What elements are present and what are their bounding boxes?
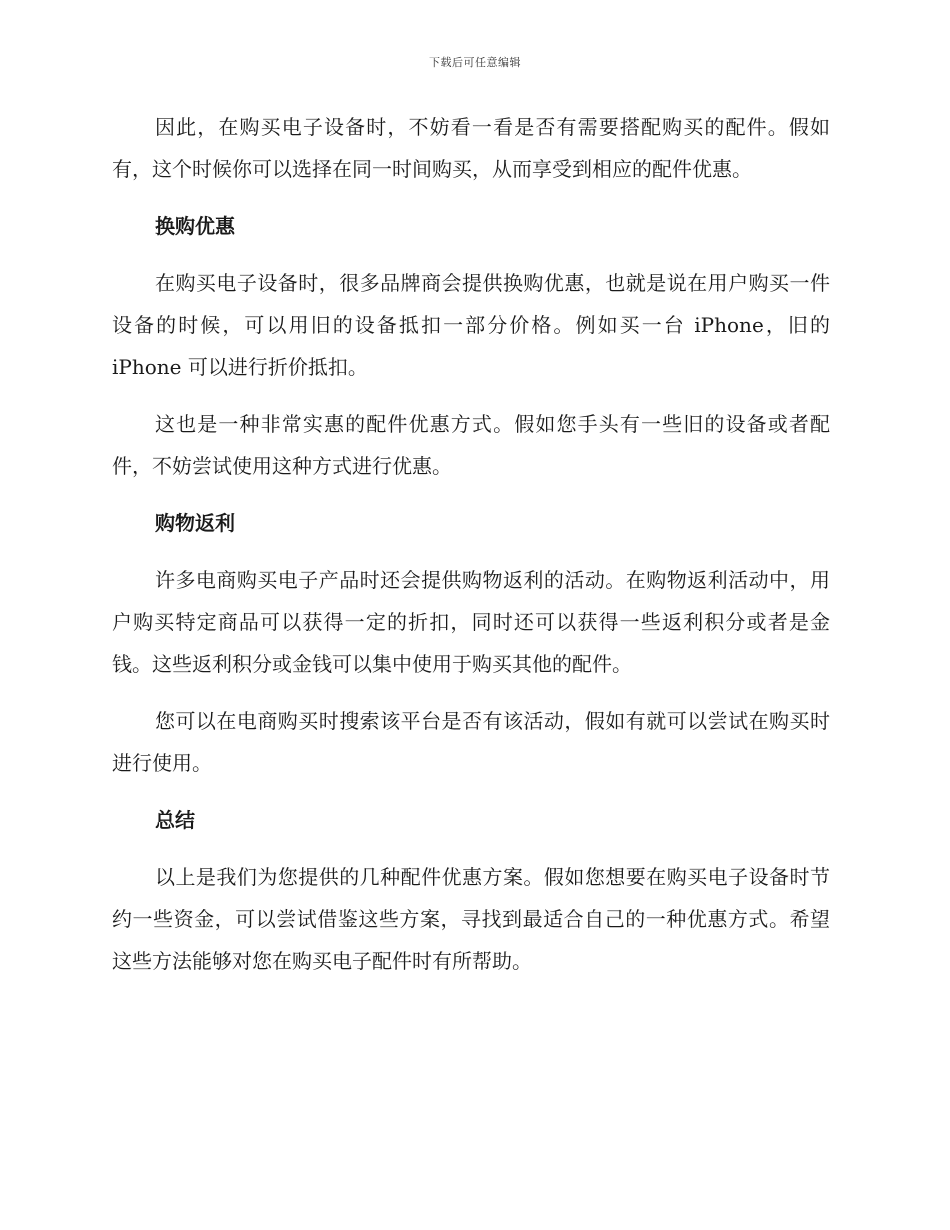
- heading-cashback: 购物返利: [155, 511, 235, 535]
- paragraph-summary: 以上是我们为您提供的几种配件优惠方案。假如您想要在购买电子设备时节约一些资金，可以尝试借鉴这些方案，寻找到最适合自己的一种优惠方式。希望这些方法能够对您在购买电子配件时有所帮助。: [112, 865, 830, 973]
- document-body: [112, 106, 830, 997]
- paragraph-cashback-intro: 许多电商购买电子产品时还会提供购物返利的活动。在购物返利活动中，用户购买特定商品可以获得一定的折扣，同时还可以获得一些返利积分或者是金钱。这些返利积分或金钱可以集中使用于购买其他的配件。: [112, 568, 830, 676]
- paragraph-cashback-tip: 您可以在电商购买时搜索该平台是否有该活动，假如有就可以尝试在购买时进行使用。: [112, 709, 830, 775]
- heading-trade-in: 换购优惠: [155, 214, 235, 238]
- paragraph-trade-in-tip: 这也是一种非常实惠的配件优惠方式。假如您手头有一些旧的设备或者配件，不妨尝试使用这种方式进行优惠。: [112, 412, 830, 478]
- page-header: 下载后可任意编辑: [429, 56, 521, 69]
- paragraph-trade-in-intro: 在购买电子设备时，很多品牌商会提供换购优惠，也就是说在用户购买一件设备的时候，可以用旧的设备抵扣一部分价格。例如买一台 iPhone，旧的 iPhone 可以进行折价抵扣。: [112, 271, 830, 379]
- heading-summary: 总结: [155, 808, 195, 832]
- paragraph-accessory-bundle: 因此，在购买电子设备时，不妨看一看是否有需要搭配购买的配件。假如有，这个时候你可以选择在同一时间购买，从而享受到相应的配件优惠。: [112, 115, 830, 181]
